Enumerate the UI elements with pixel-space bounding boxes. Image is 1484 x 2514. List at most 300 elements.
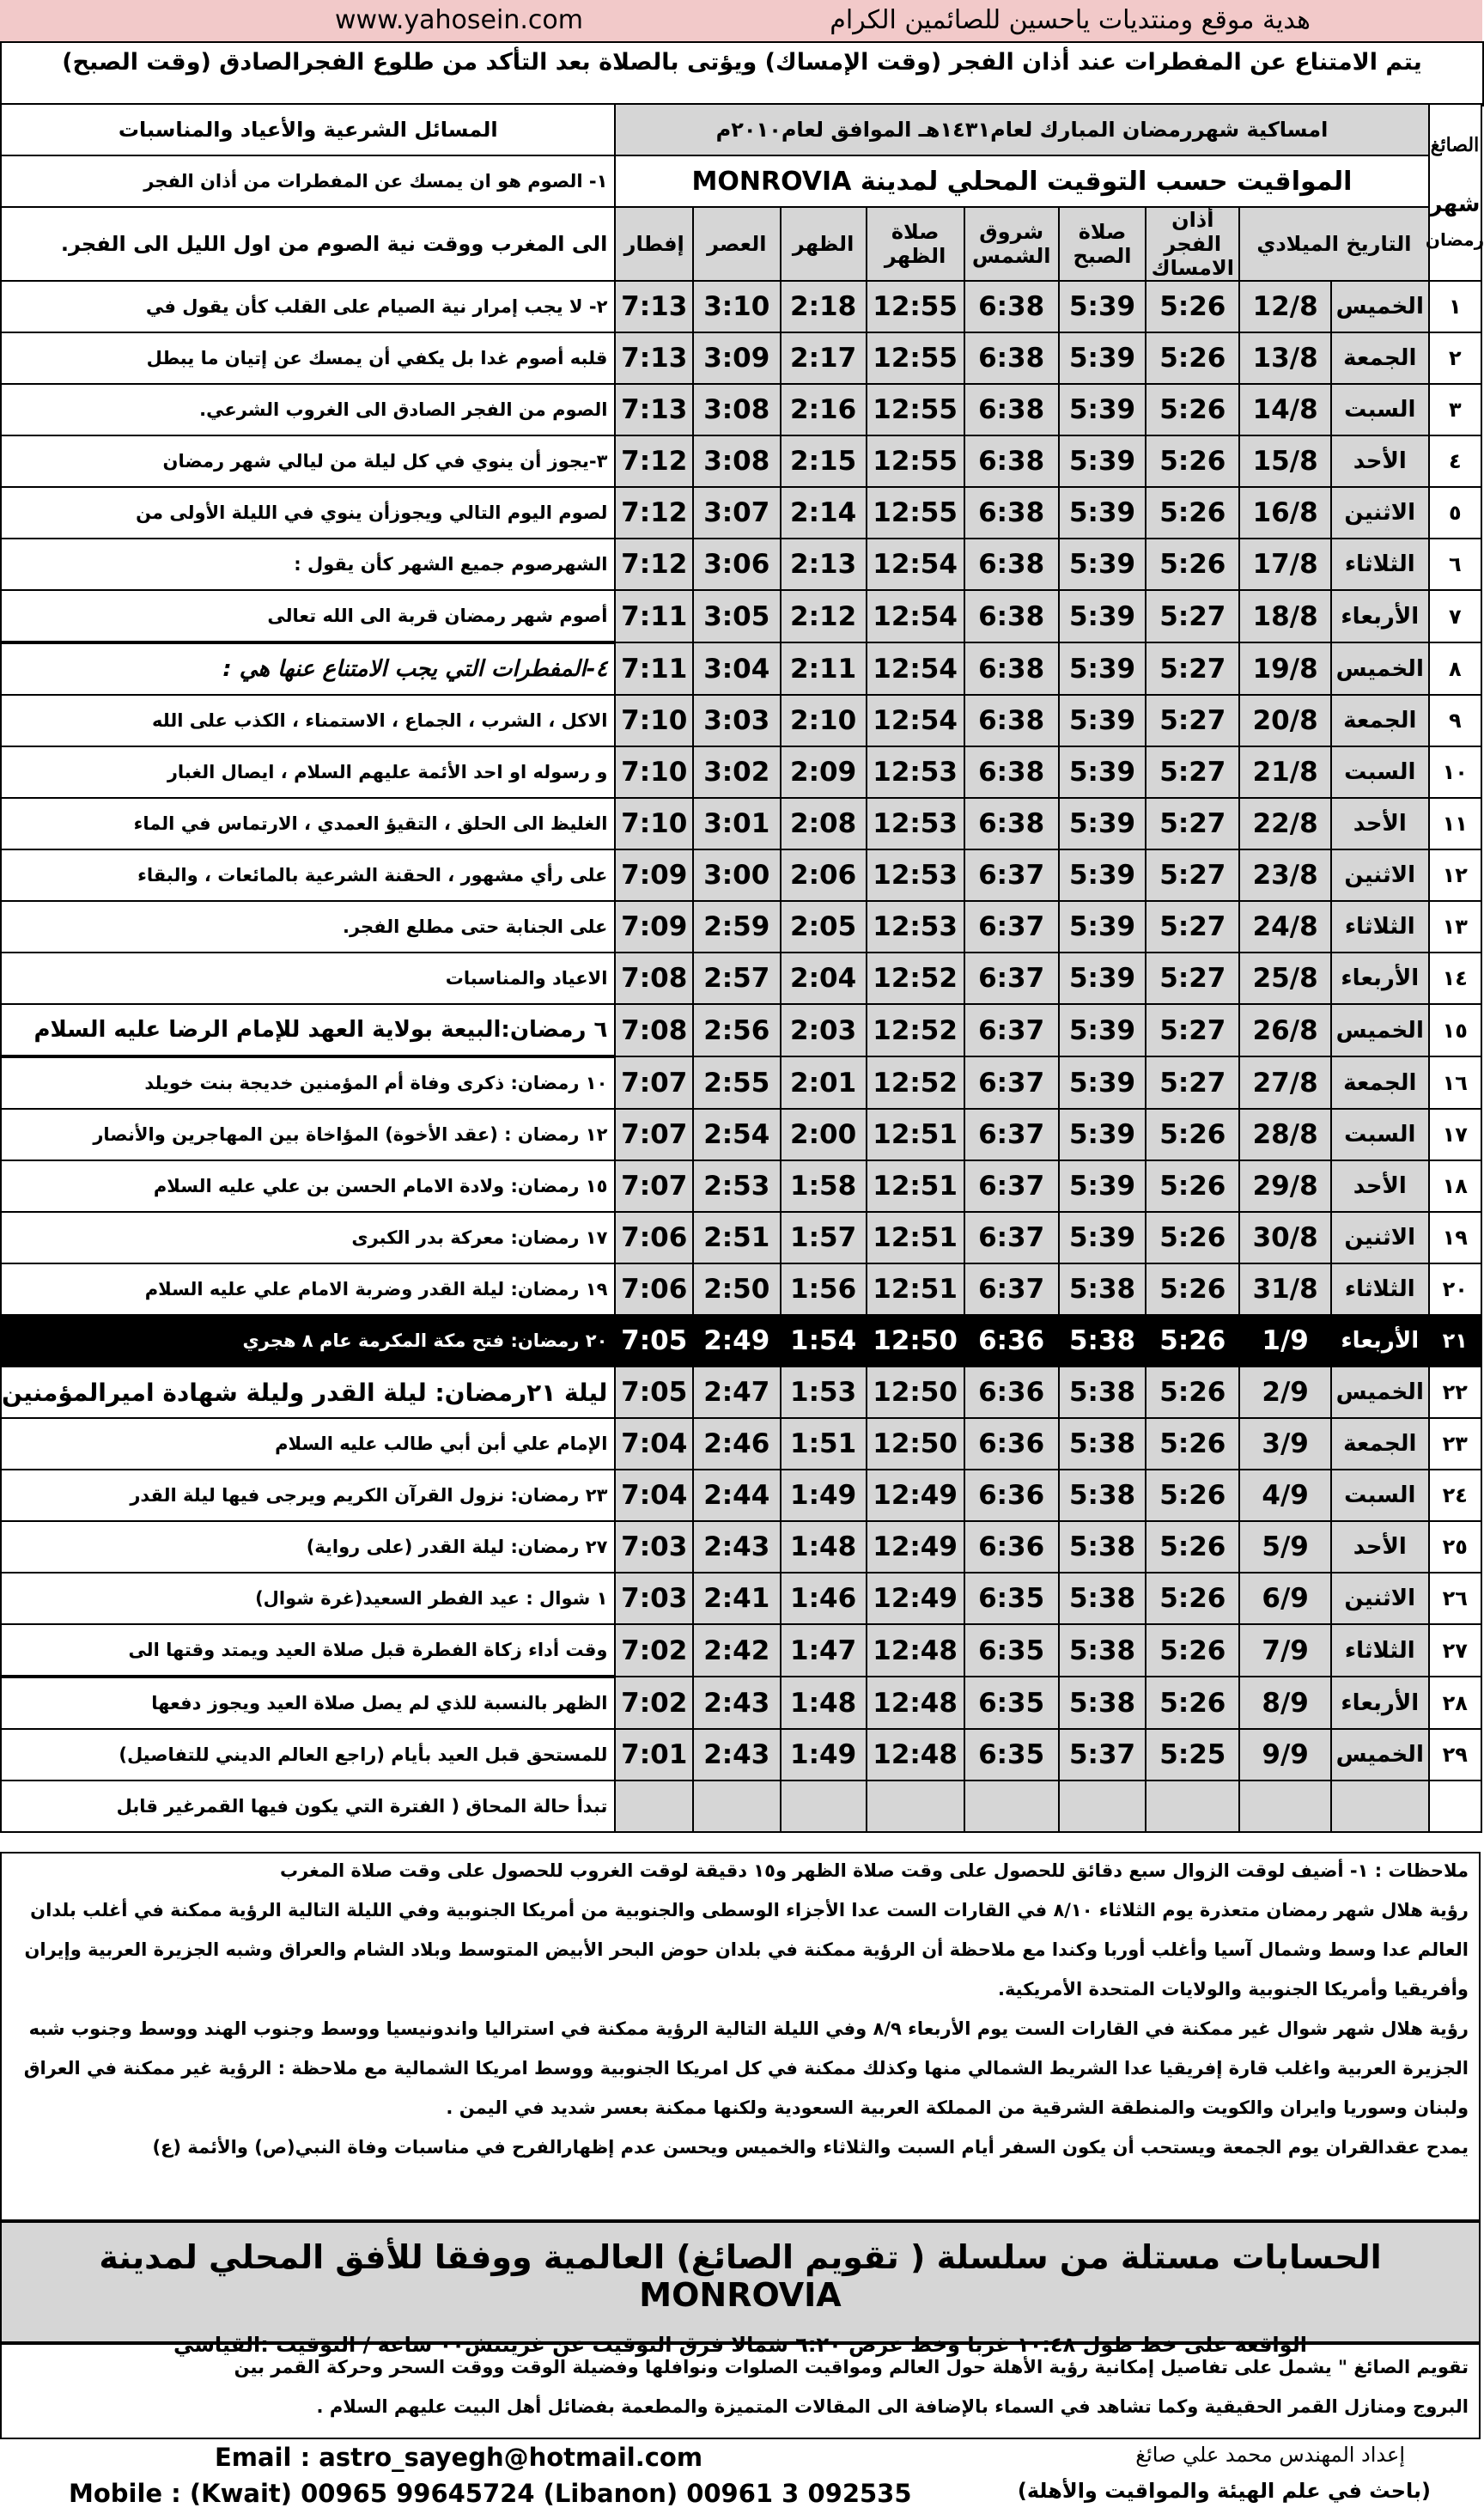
fajr-time: 5:39 bbox=[1059, 487, 1146, 539]
maghrib-time: 7:13 bbox=[615, 332, 693, 384]
top-banner bbox=[0, 0, 1482, 41]
header-row-1 bbox=[1, 104, 1481, 155]
note-line: لصوم اليوم التالي ويجوزأن ينوي في الليلة الأولى من bbox=[1, 487, 615, 539]
asr-time: 2:51 bbox=[693, 1212, 781, 1263]
sunrise-time: 6:38 bbox=[964, 590, 1059, 642]
row-number: ٦ bbox=[1429, 539, 1481, 590]
fad-dhuhr-time: 2:18 bbox=[781, 281, 867, 332]
note-line: و رسوله او احد الأئمة عليهم السلام ، ايصال الغبار bbox=[1, 746, 615, 798]
date-cell: 8/9 bbox=[1239, 1677, 1331, 1729]
row-number: ٨ bbox=[1429, 642, 1481, 695]
day-cell: السبت bbox=[1331, 384, 1429, 435]
day-cell: السبت bbox=[1331, 1470, 1429, 1521]
dhuhr-time: 12:49 bbox=[867, 1573, 964, 1624]
note-line: ٦ رمضان:البيعة بولاية العهد للإمام الرضا عليه السلام bbox=[1, 1004, 615, 1056]
date-cell: 27/8 bbox=[1239, 1056, 1331, 1109]
fad-dhuhr-time: 1:47 bbox=[781, 1624, 867, 1677]
date-cell: 24/8 bbox=[1239, 901, 1331, 953]
imsak-time: 5:27 bbox=[1146, 590, 1239, 642]
fad-dhuhr-time: 1:57 bbox=[781, 1212, 867, 1263]
maghrib-time: 7:13 bbox=[615, 281, 693, 332]
row-number: ١٩ bbox=[1429, 1212, 1481, 1263]
imsak-time: 5:26 bbox=[1146, 487, 1239, 539]
fajr-time: 5:37 bbox=[1059, 1729, 1146, 1780]
day-cell: الاثنين bbox=[1331, 487, 1429, 539]
day-cell: الجمعة bbox=[1331, 1056, 1429, 1109]
dhuhr-time: 12:53 bbox=[867, 798, 964, 849]
dhuhr-time: 12:53 bbox=[867, 849, 964, 901]
date-cell: 22/8 bbox=[1239, 798, 1331, 849]
fad-dhuhr-time: 2:11 bbox=[781, 642, 867, 695]
table-row bbox=[1, 1160, 1481, 1212]
note-line: الإمام علي أبن أبي طالب عليه السلام bbox=[1, 1418, 615, 1470]
table-row bbox=[1, 1677, 1481, 1729]
asr-time: 3:05 bbox=[693, 590, 781, 642]
author-name: إعداد المهندس محمد علي صائغ bbox=[1135, 2443, 1405, 2467]
date-cell: 7/9 bbox=[1239, 1624, 1331, 1677]
date-cell: 20/8 bbox=[1239, 695, 1331, 746]
dhuhr-time: 12:49 bbox=[867, 1521, 964, 1573]
sunrise-time: 6:38 bbox=[964, 332, 1059, 384]
imsak-time: 5:25 bbox=[1146, 1729, 1239, 1780]
fajr-time: 5:39 bbox=[1059, 1056, 1146, 1109]
table-row bbox=[1, 1470, 1481, 1521]
fad-dhuhr-time: 1:48 bbox=[781, 1677, 867, 1729]
asr-time: 2:49 bbox=[693, 1315, 781, 1367]
timetable bbox=[0, 103, 1482, 1833]
maghrib-time: 7:07 bbox=[615, 1109, 693, 1160]
empty-cell bbox=[1146, 1780, 1239, 1832]
day-cell: الاثنين bbox=[1331, 1573, 1429, 1624]
asr-time: 3:00 bbox=[693, 849, 781, 901]
fad-dhuhr-time: 1:48 bbox=[781, 1521, 867, 1573]
table-row bbox=[1, 746, 1481, 798]
maghrib-time: 7:05 bbox=[615, 1315, 693, 1367]
asr-time: 2:43 bbox=[693, 1521, 781, 1573]
note-line: ٢- لا يجب إمرار نية الصيام على القلب كأن يقول في bbox=[1, 281, 615, 332]
row-number: ٤ bbox=[1429, 435, 1481, 487]
col-iftar: إفطار bbox=[615, 207, 693, 281]
dhuhr-time: 12:55 bbox=[867, 435, 964, 487]
date-cell: 6/9 bbox=[1239, 1573, 1331, 1624]
date-cell: 2/9 bbox=[1239, 1367, 1331, 1418]
row-number: ٢٨ bbox=[1429, 1677, 1481, 1729]
table-row bbox=[1, 1212, 1481, 1263]
date-cell: 12/8 bbox=[1239, 281, 1331, 332]
date-cell: 28/8 bbox=[1239, 1109, 1331, 1160]
timetable-wrapper bbox=[0, 103, 1482, 1833]
mobile-text: Mobile : (Kwait) 00965 99645724 (Libanon) 00961 3 092535 bbox=[69, 2479, 912, 2508]
note-line: ٢٧ رمضان: ليلة القدر (على رواية) bbox=[1, 1521, 615, 1573]
remark-line: رؤية هلال شهر شوال غير ممكنة في القارات الست يوم الأربعاء ٨/٩ وفي الليلة التالية الرؤية ممكنة في استراليا واندونيسيا ووسط وجنوب الهند ووسط وجنوب شبه bbox=[28, 2018, 1469, 2039]
dhuhr-time: 12:54 bbox=[867, 695, 964, 746]
fajr-time: 5:38 bbox=[1059, 1521, 1146, 1573]
fad-dhuhr-time: 1:54 bbox=[781, 1315, 867, 1367]
maghrib-time: 7:04 bbox=[615, 1418, 693, 1470]
fajr-time: 5:39 bbox=[1059, 1109, 1146, 1160]
table-row bbox=[1, 798, 1481, 849]
imsak-time: 5:26 bbox=[1146, 1109, 1239, 1160]
rule-header bbox=[0, 41, 1484, 107]
day-cell: الثلاثاء bbox=[1331, 1263, 1429, 1315]
sunrise-time: 6:37 bbox=[964, 849, 1059, 901]
fajr-time: 5:38 bbox=[1059, 1315, 1146, 1367]
imsak-time: 5:27 bbox=[1146, 1056, 1239, 1109]
empty-cell bbox=[867, 1780, 964, 1832]
sunrise-time: 6:37 bbox=[964, 1212, 1059, 1263]
email-text[interactable]: Email : astro_sayegh@hotmail.com bbox=[215, 2443, 703, 2472]
col-fad-dhuhr: الظهر bbox=[781, 207, 867, 281]
note-line: ليلة ٢١رمضان: ليلة القدر وليلة شهادة اميرالمؤمنين bbox=[1, 1367, 615, 1418]
imsak-time: 5:26 bbox=[1146, 281, 1239, 332]
maghrib-time: 7:08 bbox=[615, 953, 693, 1004]
day-cell: الأحد bbox=[1331, 1521, 1429, 1573]
note-line: الصوم من الفجر الصادق الى الغروب الشرعي. bbox=[1, 384, 615, 435]
row-number: ٢٥ bbox=[1429, 1521, 1481, 1573]
dhuhr-time: 12:50 bbox=[867, 1315, 964, 1367]
maghrib-time: 7:02 bbox=[615, 1677, 693, 1729]
dhuhr-time: 12:54 bbox=[867, 590, 964, 642]
fad-dhuhr-time: 2:01 bbox=[781, 1056, 867, 1109]
imsak-time: 5:26 bbox=[1146, 1573, 1239, 1624]
note-line: الغليظ الى الحلق ، التقيؤ العمدي ، الارتماس في الماء bbox=[1, 798, 615, 849]
maghrib-time: 7:12 bbox=[615, 539, 693, 590]
fad-dhuhr-time: 2:06 bbox=[781, 849, 867, 901]
row-number: ٢٦ bbox=[1429, 1573, 1481, 1624]
imsak-time: 5:26 bbox=[1146, 1418, 1239, 1470]
fad-dhuhr-time: 1:53 bbox=[781, 1367, 867, 1418]
remark-line: وأفريقيا وأمريكا الجنوبية والولايات المتحدة الأمريكية. bbox=[997, 1979, 1469, 2000]
date-cell: 13/8 bbox=[1239, 332, 1331, 384]
fad-dhuhr-time: 1:56 bbox=[781, 1263, 867, 1315]
row-number: ٢٧ bbox=[1429, 1624, 1481, 1677]
dhuhr-time: 12:53 bbox=[867, 746, 964, 798]
note-line: الى المغرب ووقت نية الصوم من اول الليل الى الفجر. bbox=[1, 207, 615, 281]
asr-time: 2:56 bbox=[693, 1004, 781, 1056]
maghrib-time: 7:11 bbox=[615, 642, 693, 695]
date-cell: 31/8 bbox=[1239, 1263, 1331, 1315]
row-number: ٩ bbox=[1429, 695, 1481, 746]
maghrib-time: 7:12 bbox=[615, 487, 693, 539]
row-number: ١٣ bbox=[1429, 901, 1481, 953]
sunrise-time: 6:36 bbox=[964, 1418, 1059, 1470]
fad-dhuhr-time: 2:10 bbox=[781, 695, 867, 746]
fad-dhuhr-time: 2:04 bbox=[781, 953, 867, 1004]
table-row bbox=[1, 1780, 1481, 1832]
table-row bbox=[1, 435, 1481, 487]
sunrise-time: 6:37 bbox=[964, 953, 1059, 1004]
dhuhr-time: 12:51 bbox=[867, 1160, 964, 1212]
sunrise-time: 6:35 bbox=[964, 1624, 1059, 1677]
col-dhuhr: صلاة الظهر bbox=[867, 207, 964, 281]
date-cell: 14/8 bbox=[1239, 384, 1331, 435]
date-cell: 26/8 bbox=[1239, 1004, 1331, 1056]
table-row bbox=[1, 1056, 1481, 1109]
empty-cell bbox=[964, 1780, 1059, 1832]
month-label-2: رمضان bbox=[1426, 229, 1484, 250]
table-row bbox=[1, 1367, 1481, 1418]
imsakiya-heading: امساكية شهررمضان المبارك لعام١٤٣١هـ الموافق لعام٢٠١٠م bbox=[615, 104, 1428, 155]
empty-cell bbox=[781, 1780, 867, 1832]
table-row bbox=[1, 1004, 1481, 1056]
fajr-time: 5:39 bbox=[1059, 798, 1146, 849]
site-link[interactable]: www.yahosein.com bbox=[335, 5, 583, 35]
dhuhr-time: 12:51 bbox=[867, 1263, 964, 1315]
fad-dhuhr-time: 1:49 bbox=[781, 1729, 867, 1780]
table-row bbox=[1, 281, 1481, 332]
row-number: ٢١ bbox=[1429, 1315, 1481, 1367]
col-sunrise: شروق الشمس bbox=[964, 207, 1059, 281]
fad-dhuhr-time: 1:49 bbox=[781, 1470, 867, 1521]
imsak-time: 5:26 bbox=[1146, 1160, 1239, 1212]
sunrise-time: 6:38 bbox=[964, 798, 1059, 849]
sunrise-time: 6:38 bbox=[964, 384, 1059, 435]
empty-cell bbox=[1059, 1780, 1146, 1832]
table-row bbox=[1, 487, 1481, 539]
imsak-time: 5:26 bbox=[1146, 435, 1239, 487]
sunrise-time: 6:37 bbox=[964, 1056, 1059, 1109]
row-number: ٢٩ bbox=[1429, 1729, 1481, 1780]
sunrise-time: 6:37 bbox=[964, 1263, 1059, 1315]
sunrise-time: 6:38 bbox=[964, 695, 1059, 746]
row-number: ١٠ bbox=[1429, 746, 1481, 798]
fad-dhuhr-time: 1:58 bbox=[781, 1160, 867, 1212]
logo-cell bbox=[1426, 104, 1484, 281]
fajr-time: 5:39 bbox=[1059, 1004, 1146, 1056]
day-cell: الثلاثاء bbox=[1331, 901, 1429, 953]
maghrib-time: 7:04 bbox=[615, 1470, 693, 1521]
imsak-time: 5:26 bbox=[1146, 1315, 1239, 1367]
dhuhr-time: 12:51 bbox=[867, 1109, 964, 1160]
day-cell: الخميس bbox=[1331, 281, 1429, 332]
table-row bbox=[1, 332, 1481, 384]
dhuhr-time: 12:55 bbox=[867, 281, 964, 332]
day-cell: الخميس bbox=[1331, 1729, 1429, 1780]
fad-dhuhr-time: 2:00 bbox=[781, 1109, 867, 1160]
note-line: ١٧ رمضان: معركة بدر الكبرى bbox=[1, 1212, 615, 1263]
fajr-time: 5:39 bbox=[1059, 849, 1146, 901]
row-number: ٧ bbox=[1429, 590, 1481, 642]
row-number: ١١ bbox=[1429, 798, 1481, 849]
imsak-time: 5:27 bbox=[1146, 798, 1239, 849]
note-line: على الجنابة حتى مطلع الفجر. bbox=[1, 901, 615, 953]
sunrise-time: 6:38 bbox=[964, 539, 1059, 590]
asr-time: 3:06 bbox=[693, 539, 781, 590]
dhuhr-time: 12:55 bbox=[867, 384, 964, 435]
note-line: للمستحق قبل العيد بأيام (راجع العالم الديني للتفاصيل) bbox=[1, 1729, 615, 1780]
note-line: قلبه أصوم غدا بل يكفي أن يمسك عن إتيان ما يبطل bbox=[1, 332, 615, 384]
asr-time: 2:47 bbox=[693, 1367, 781, 1418]
fajr-time: 5:38 bbox=[1059, 1418, 1146, 1470]
fajr-time: 5:39 bbox=[1059, 332, 1146, 384]
row-number: ١٦ bbox=[1429, 1056, 1481, 1109]
table-row bbox=[1, 590, 1481, 642]
sunrise-time: 6:37 bbox=[964, 901, 1059, 953]
note-line: ١٠ رمضان: ذكرى وفاة أم المؤمنين خديجة بنت خويلد bbox=[1, 1056, 615, 1109]
day-cell: السبت bbox=[1331, 746, 1429, 798]
day-cell: الخميس bbox=[1331, 642, 1429, 695]
dhuhr-time: 12:53 bbox=[867, 901, 964, 953]
day-cell: الأربعاء bbox=[1331, 953, 1429, 1004]
sunrise-time: 6:35 bbox=[964, 1573, 1059, 1624]
day-cell: السبت bbox=[1331, 1109, 1429, 1160]
maghrib-time: 7:07 bbox=[615, 1160, 693, 1212]
empty-cell bbox=[1331, 1780, 1429, 1832]
table-row bbox=[1, 384, 1481, 435]
empty-cell bbox=[693, 1780, 781, 1832]
sunrise-time: 6:38 bbox=[964, 435, 1059, 487]
asr-time: 2:54 bbox=[693, 1109, 781, 1160]
asr-time: 2:50 bbox=[693, 1263, 781, 1315]
imsak-time: 5:27 bbox=[1146, 901, 1239, 953]
row-number: ٣ bbox=[1429, 384, 1481, 435]
date-cell: 15/8 bbox=[1239, 435, 1331, 487]
note-line: على رأي مشهور ، الحقنة الشرعية بالمائعات ، والبقاء bbox=[1, 849, 615, 901]
fajr-time: 5:38 bbox=[1059, 1624, 1146, 1677]
col-date: التاريخ الميلادي bbox=[1239, 207, 1428, 281]
author-title: (باحث في علم الهيئة والمواقيت والأهلة) bbox=[1017, 2479, 1431, 2503]
imsak-time: 5:26 bbox=[1146, 1212, 1239, 1263]
logo-icon bbox=[1426, 117, 1484, 263]
city-title: المواقيت حسب التوقيت المحلي لمدينة MONROVIA bbox=[615, 155, 1428, 207]
imsak-time: 5:26 bbox=[1146, 1677, 1239, 1729]
asr-time: 2:43 bbox=[693, 1677, 781, 1729]
asr-time: 2:44 bbox=[693, 1470, 781, 1521]
table-row bbox=[1, 539, 1481, 590]
empty-cell bbox=[1239, 1780, 1331, 1832]
day-cell: الاثنين bbox=[1331, 1212, 1429, 1263]
maghrib-time: 7:06 bbox=[615, 1263, 693, 1315]
note-line: ١٩ رمضان: ليلة القدر وضربة الامام علي عليه السلام bbox=[1, 1263, 615, 1315]
fad-dhuhr-time: 2:17 bbox=[781, 332, 867, 384]
date-cell: 23/8 bbox=[1239, 849, 1331, 901]
remarks-section bbox=[0, 1852, 1481, 2221]
asr-time: 2:41 bbox=[693, 1573, 781, 1624]
sunrise-time: 6:35 bbox=[964, 1729, 1059, 1780]
sunrise-time: 6:35 bbox=[964, 1677, 1059, 1729]
asr-time: 3:08 bbox=[693, 435, 781, 487]
month-label-1: شهر bbox=[1429, 192, 1481, 217]
date-cell: 1/9 bbox=[1239, 1315, 1331, 1367]
sunrise-time: 6:36 bbox=[964, 1521, 1059, 1573]
header-row-3 bbox=[1, 207, 1481, 281]
fad-dhuhr-time: 2:13 bbox=[781, 539, 867, 590]
asr-time: 2:55 bbox=[693, 1056, 781, 1109]
maghrib-time: 7:07 bbox=[615, 1056, 693, 1109]
date-cell: 18/8 bbox=[1239, 590, 1331, 642]
sunrise-time: 6:37 bbox=[964, 1004, 1059, 1056]
fad-dhuhr-time: 2:05 bbox=[781, 901, 867, 953]
fajr-time: 5:38 bbox=[1059, 1367, 1146, 1418]
fad-dhuhr-time: 1:46 bbox=[781, 1573, 867, 1624]
table-row bbox=[1, 1521, 1481, 1573]
row-number: ٢٠ bbox=[1429, 1263, 1481, 1315]
asr-time: 2:43 bbox=[693, 1729, 781, 1780]
date-cell: 17/8 bbox=[1239, 539, 1331, 590]
coords-text: الواقعة على خط طول ١٠:٤٨ غربا وخط عرض ٦:٢٠ شمالا فرق التوقيت عن غرينتش٠٠ ساعة / التوقيت :القياسي bbox=[173, 2333, 1307, 2357]
note-line: ١- الصوم هو ان يمسك عن المفطرات من أذان الفجر bbox=[1, 155, 615, 207]
remark-line: ملاحظات : ١- أضيف لوقت الزوال سبع دقائق للحصول على وقت صلاة الظهر و١٥ دقيقة لوقت الغروب للحصول على وقت صلاة المغرب bbox=[279, 1860, 1469, 1881]
remark-line: الجزيرة العربية واغلب قارة إفريقيا عدا الشريط الشمالي منها وكذلك ممكنة في كل امريكا الجنوبية ووسط امريكا الشمالية مع ملاحظة : الرؤية غير ممكنة في العراق bbox=[23, 2058, 1469, 2079]
maghrib-time: 7:09 bbox=[615, 849, 693, 901]
fad-dhuhr-time: 2:15 bbox=[781, 435, 867, 487]
empty-cell bbox=[1429, 1780, 1481, 1832]
sunrise-time: 6:38 bbox=[964, 746, 1059, 798]
row-number: ١٧ bbox=[1429, 1109, 1481, 1160]
imsak-time: 5:26 bbox=[1146, 1470, 1239, 1521]
sunrise-time: 6:38 bbox=[964, 281, 1059, 332]
imsak-time: 5:26 bbox=[1146, 332, 1239, 384]
maghrib-time: 7:10 bbox=[615, 695, 693, 746]
date-cell: 30/8 bbox=[1239, 1212, 1331, 1263]
date-cell: 25/8 bbox=[1239, 953, 1331, 1004]
maghrib-time: 7:02 bbox=[615, 1624, 693, 1677]
note-line: ١ شوال : عيد الفطر السعيد(غرة شوال) bbox=[1, 1573, 615, 1624]
imsak-time: 5:26 bbox=[1146, 1263, 1239, 1315]
day-cell: الأربعاء bbox=[1331, 590, 1429, 642]
dhuhr-time: 12:51 bbox=[867, 1212, 964, 1263]
maghrib-time: 7:03 bbox=[615, 1573, 693, 1624]
date-cell: 5/9 bbox=[1239, 1521, 1331, 1573]
imsak-time: 5:26 bbox=[1146, 1624, 1239, 1677]
dhuhr-time: 12:48 bbox=[867, 1624, 964, 1677]
dhuhr-time: 12:50 bbox=[867, 1418, 964, 1470]
dhuhr-time: 12:48 bbox=[867, 1677, 964, 1729]
asr-time: 3:07 bbox=[693, 487, 781, 539]
row-number: ٢٣ bbox=[1429, 1418, 1481, 1470]
maghrib-time: 7:10 bbox=[615, 798, 693, 849]
maghrib-time: 7:11 bbox=[615, 590, 693, 642]
dhuhr-time: 12:52 bbox=[867, 953, 964, 1004]
date-cell: 29/8 bbox=[1239, 1160, 1331, 1212]
remark-line: العالم عدا وسط وشمال آسيا وأغلب أوربا وكندا مع ملاحظة أن الرؤية ممكنة في بلدان حوض البحر الأبيض المتوسط وبلاد الشام والعراق وشبه الجزيرة العربية وإيران bbox=[24, 1939, 1469, 1960]
date-cell: 19/8 bbox=[1239, 642, 1331, 695]
fajr-time: 5:39 bbox=[1059, 746, 1146, 798]
note-line: وقت أداء زكاة الفطرة قبل صلاة العيد ويمتد وقتها الى bbox=[1, 1624, 615, 1677]
note-line: ١٥ رمضان: ولادة الامام الحسن بن علي عليه السلام bbox=[1, 1160, 615, 1212]
rule-text: يتم الامتناع عن المفطرات عند أذان الفجر (وقت الإمساك) ويؤتى بالصلاة بعد التأكد من طلوع الفجرالصادق (وقت الصبح) bbox=[62, 49, 1422, 76]
table-row bbox=[1, 1573, 1481, 1624]
table-row bbox=[1, 901, 1481, 953]
day-cell: الأربعاء bbox=[1331, 1677, 1429, 1729]
asr-time: 3:10 bbox=[693, 281, 781, 332]
info-line-2: البروج ومنازل القمر الحقيقية وكما تشاهد في السماء بالإضافة الى المقالات المتميزة والمطعمة بفضائل أهل البيت عليهم السلام . bbox=[316, 2396, 1469, 2417]
source-title: الحسابات مستلة من سلسلة ( تقويم الصائغ) العالمية ووفقا للأفق المحلي لمدينة MONROVIA bbox=[99, 2238, 1382, 2314]
dhuhr-time: 12:52 bbox=[867, 1004, 964, 1056]
fajr-time: 5:38 bbox=[1059, 1677, 1146, 1729]
maghrib-time: 7:03 bbox=[615, 1521, 693, 1573]
maghrib-time: 7:05 bbox=[615, 1367, 693, 1418]
asr-time: 3:02 bbox=[693, 746, 781, 798]
table-row bbox=[1, 695, 1481, 746]
fajr-time: 5:38 bbox=[1059, 1470, 1146, 1521]
gift-text: هدية موقع ومنتديات ياحسين للصائمين الكرام bbox=[830, 5, 1311, 35]
dhuhr-time: 12:54 bbox=[867, 642, 964, 695]
fajr-time: 5:39 bbox=[1059, 642, 1146, 695]
dhuhr-time: 12:54 bbox=[867, 539, 964, 590]
fajr-time: 5:39 bbox=[1059, 281, 1146, 332]
asr-time: 2:53 bbox=[693, 1160, 781, 1212]
fajr-time: 5:39 bbox=[1059, 384, 1146, 435]
date-cell: 9/9 bbox=[1239, 1729, 1331, 1780]
row-number: ١٨ bbox=[1429, 1160, 1481, 1212]
imsak-time: 5:26 bbox=[1146, 539, 1239, 590]
day-cell: الأحد bbox=[1331, 798, 1429, 849]
imsak-time: 5:27 bbox=[1146, 1004, 1239, 1056]
imsak-time: 5:26 bbox=[1146, 384, 1239, 435]
fajr-time: 5:38 bbox=[1059, 1263, 1146, 1315]
imsak-time: 5:26 bbox=[1146, 1521, 1239, 1573]
